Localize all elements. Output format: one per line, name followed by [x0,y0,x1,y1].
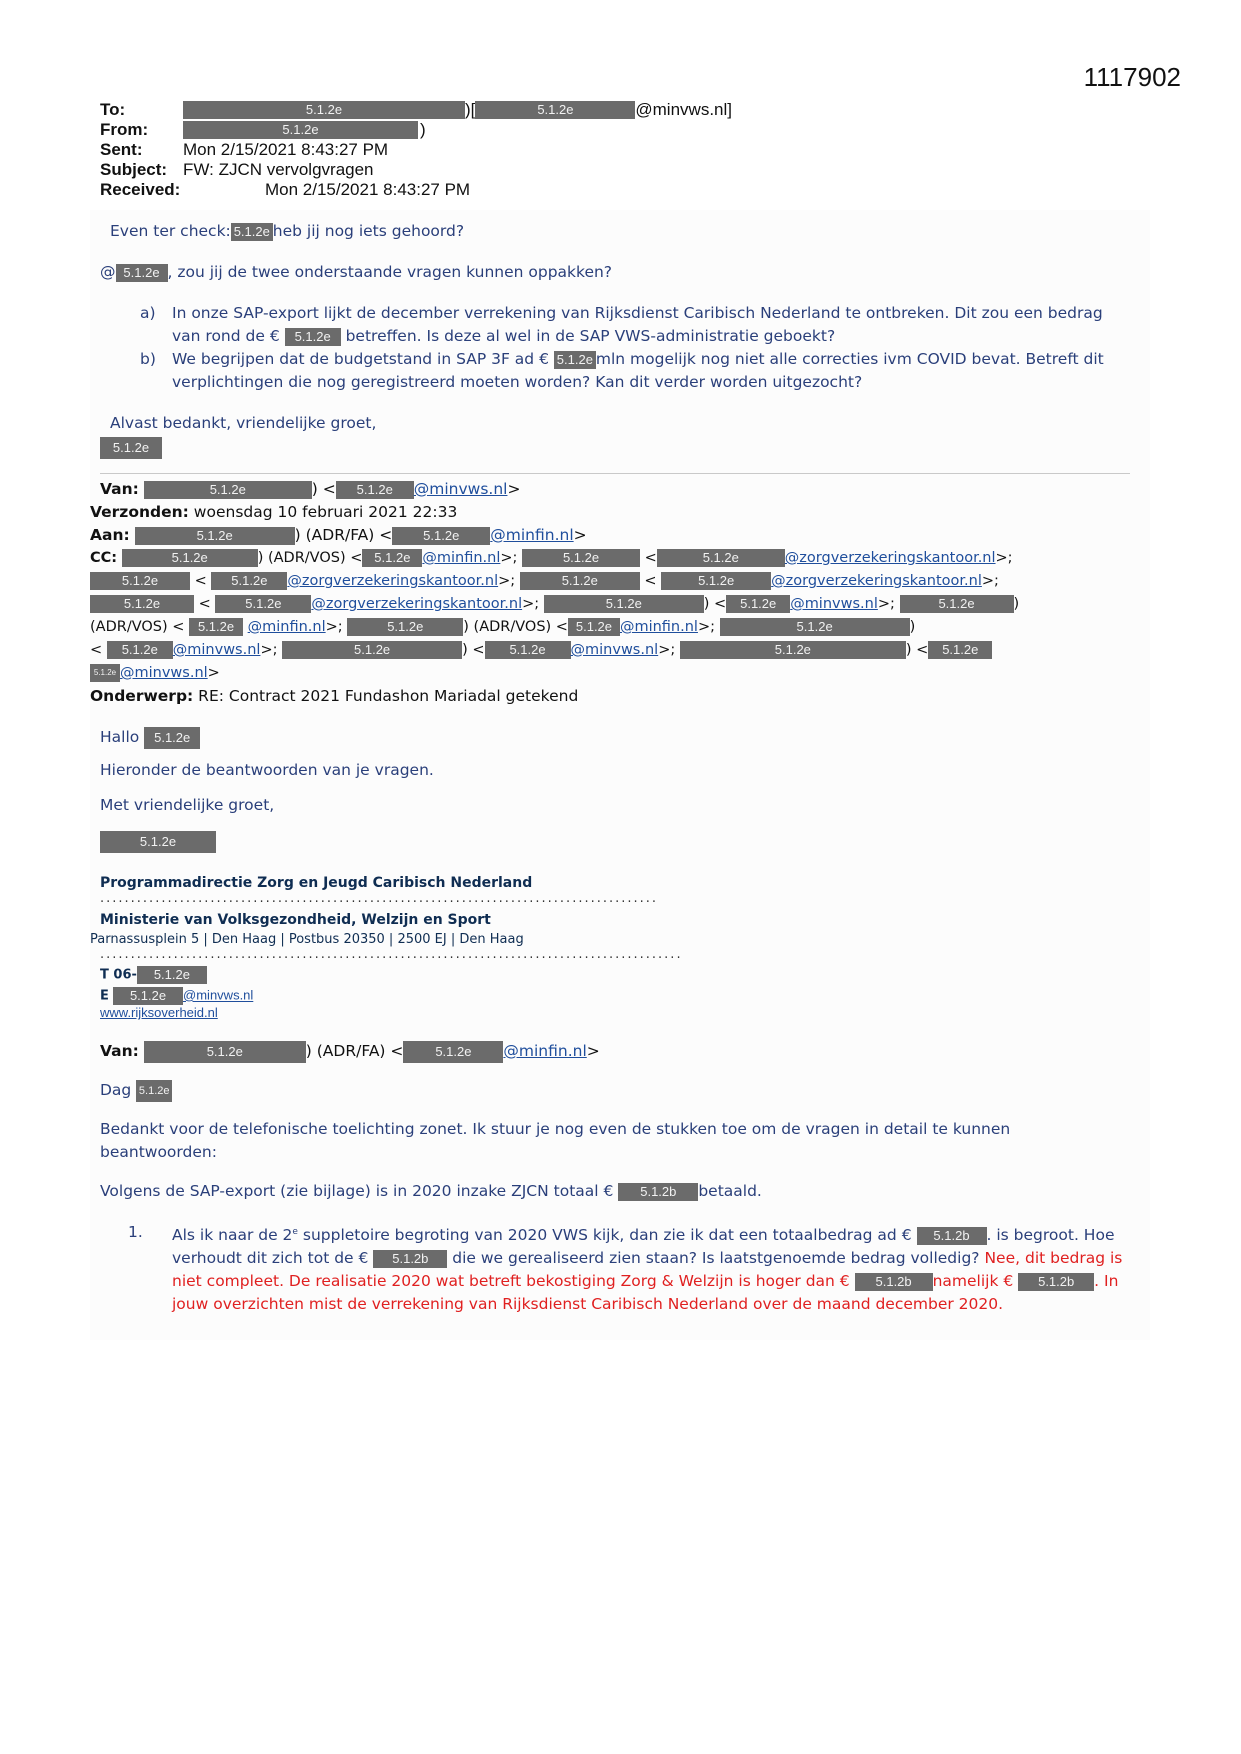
text: heb jij nog iets gehoord? [272,222,465,240]
text: ) < [905,642,929,658]
text: beantwoorden: [100,1143,217,1161]
text: < [644,550,657,566]
label: Van: [100,1042,139,1060]
text: (ADR/VOS) < [90,619,185,635]
text: < [90,642,103,658]
list-item [100,348,1150,394]
text: RE: Contract 2021 Fundashon Mariadal getekend [198,687,579,705]
cc-row [90,570,1150,593]
redaction: 5.1.2e [544,595,704,613]
list-item [100,1221,1150,1316]
spacer [100,1316,1150,1340]
text: >; [981,573,999,589]
text: verplichtingen die nog geregistreerd moeten worden? Kan dit verder worden uitgezocht? [172,373,863,391]
text: < [194,573,207,589]
answer-text: niet compleet. De realisatie 2020 wat betreft bekostiging Zorg & Welzijn is hoger dan € [172,1272,850,1291]
redaction: 5.1.2e [144,481,312,499]
address: Parnassusplein 5 | Den Haag | Postbus 20350 | 2500 EJ | Den Haag [90,932,524,947]
text: Dag [100,1081,132,1099]
text: betaald. [698,1182,762,1200]
divider: ........................................................................................... [100,891,659,906]
subject-value: FW: ZJCN vervolgvragen [183,160,374,179]
redaction: 5.1.2e [135,527,295,545]
label: T 06- [100,967,137,983]
redaction: 5.1.2b [917,1227,987,1245]
text: >; [697,619,715,635]
text: Als ik naar de 2 [172,1226,293,1245]
received-label: Received: [100,180,181,199]
onderwerp-row [90,685,1150,708]
redaction: 5.1.2e [720,618,910,636]
subject-row [100,160,732,180]
redaction: 5.1.2e [568,618,620,636]
text: die we gerealiseerd zien staan? Is laatstgenoemde bedrag volledig? [447,1249,980,1268]
redaction: 5.1.2e [100,831,216,853]
list-marker: 1. [128,1223,143,1241]
redaction: 5.1.2e [336,481,414,499]
email-link[interactable]: @zorgverzekeringskantoor.nl [771,573,982,589]
email-link[interactable]: @minfin.nl [422,550,501,566]
text: Hallo [100,728,140,746]
cc-row [90,593,1150,616]
text: >; [498,573,516,589]
email-link[interactable]: @zorgverzekeringskantoor.nl [287,573,499,589]
text: , zou jij de twee onderstaande vragen kunnen oppakken? [167,263,613,281]
email-link[interactable]: @minfin.nl [490,526,574,544]
text: Volgens de SAP-export (zie bijlage) is in 2020 inzake ZJCN totaal € [100,1182,614,1200]
text: van rond de € [172,327,280,345]
redaction: 5.1.2b [618,1183,698,1201]
list-marker: b) [140,350,156,368]
aan-row [90,524,1150,547]
redaction: 5.1.2e [144,727,200,749]
text: ) (ADR/FA) < [294,526,393,544]
redaction: 5.1.2e [362,549,422,567]
label: CC: [90,550,118,566]
text: ) (ADR/VOS) < [463,619,568,635]
to-domain: @minvws.nl] [635,100,732,119]
separator [100,473,1130,474]
paragraph [100,1180,1150,1203]
sent-label: Sent: [100,140,143,159]
email-line [100,987,1150,1005]
van-row [100,1040,1150,1063]
answer-intro: Hieronder de beantwoorden van je vragen. [100,761,434,779]
document-id: 1117902 [1083,62,1181,92]
request-line [100,261,1150,284]
message-3 [90,1040,1150,1340]
redaction: 5.1.2e [403,1041,503,1063]
cc-row [90,662,1150,685]
redaction: 5.1.2e [285,328,341,346]
redaction: 5.1.2e [520,572,640,590]
check-line [110,220,1150,243]
email-link[interactable]: @zorgverzekeringskantoor.nl [784,550,996,566]
answer-text: jouw overzichten mist de verrekening van Rijksdienst Caribisch Nederland over de maand december 2020. [172,1295,1004,1314]
to-row [100,100,732,120]
verzonden-row [90,501,1150,524]
email-link[interactable]: @minvws.nl [120,665,208,681]
email-header [100,100,732,200]
text: > [507,480,521,498]
text: >; [995,550,1013,566]
redaction: 5.1.2e [116,264,168,282]
website-link[interactable]: www.rijksoverheid.nl [100,1005,218,1020]
email-link[interactable]: @zorgverzekeringskantoor.nl [311,596,523,612]
redaction: 5.1.2e [680,641,906,659]
greeting: Met vriendelijke groet, [100,796,275,814]
redaction: 5.1.2e [183,101,465,119]
text: ) (ADR/FA) < [305,1042,404,1060]
redaction: 5.1.2e [726,595,790,613]
email-link[interactable]: @minvws.nl [790,596,878,612]
forward-header-2 [90,501,1150,708]
redaction: 5.1.2e [475,101,635,119]
redaction: 5.1.2e [211,572,287,590]
text: < [198,596,211,612]
signature [100,437,1150,459]
redaction: 5.1.2b [1018,1273,1094,1291]
text: < [644,573,657,589]
redaction: 5.1.2e [657,549,785,567]
sent-value: Mon 2/15/2021 8:43:27 PM [183,140,389,159]
received-value: Mon 2/15/2021 8:43:27 PM [265,180,471,199]
phone-line [100,966,1150,984]
sent-row [100,140,732,160]
text: ) [909,619,916,635]
redaction: 5.1.2e [215,595,311,613]
label: Verzonden: [90,503,189,521]
redaction: 5.1.2e [90,664,120,682]
cc-row [90,639,1150,662]
text: ) < [703,596,727,612]
list-marker: a) [140,304,156,322]
label: Van: [100,480,139,498]
redaction: 5.1.2e [522,549,640,567]
list-item [100,302,1150,348]
question-list [100,1221,1150,1316]
cc-row [90,547,1150,570]
text: > [573,526,587,544]
redaction: 5.1.2e [347,618,463,636]
website-line [100,1005,1150,1020]
redaction: 5.1.2b [373,1250,447,1268]
text: >; [325,619,343,635]
text: suppletoire begroting van 2020 VWS kijk, dan zie ik dat een totaalbedrag ad € [297,1226,912,1245]
divider: ............................................................................................... [100,947,683,962]
redaction: 5.1.2e [100,437,162,459]
text: > [207,665,220,681]
text: ) [1013,596,1020,612]
ministry-name: Ministerie van Volksgezondheid, Welzijn en Sport [100,912,491,928]
answer-text: Nee, dit bedrag is [979,1249,1123,1268]
cc-row [90,616,1150,639]
text: > [586,1042,600,1060]
dag-line [100,1079,1150,1102]
text: In onze SAP-export lijkt de december verrekening van Rijksdienst Caribisch Nederland te ontbreken. Dit zou een bedrag [172,304,1103,322]
redaction: 5.1.2e [554,351,596,369]
redaction: 5.1.2e [189,618,243,636]
text: >; [658,642,676,658]
superscript: e [292,1227,298,1237]
redaction: 5.1.2e [144,1041,306,1063]
text: ) < [311,480,336,498]
from-row [100,120,732,140]
hallo-line [100,726,1150,749]
text: Even ter check: [110,222,231,240]
text: We begrijpen dat de budgetstand in SAP 3F ad € [172,350,549,368]
text: >; [500,550,518,566]
label: Aan: [90,526,130,544]
to-label: To: [100,100,126,119]
redaction: 5.1.2e [136,1080,172,1102]
answer-text: namelijk € [932,1272,1014,1291]
redaction: 5.1.2e [231,223,273,241]
email-link[interactable]: @minfin.nl [503,1042,587,1060]
text: >; [877,596,895,612]
email-link[interactable]: @minfin.nl [619,619,698,635]
redaction: 5.1.2e [928,641,992,659]
to-separator: )[ [465,100,476,119]
message-2 [90,726,1150,1020]
message-1 [90,220,1150,459]
text: @ [100,263,116,281]
redaction: 5.1.2e [113,987,183,1005]
from-end: ) [420,120,426,139]
org-name: Programmadirectie Zorg en Jeugd Caribisch Nederland [100,875,533,891]
van-row [100,478,1150,501]
redaction: 5.1.2e [90,572,190,590]
email-link[interactable]: @minvws.nl [183,987,254,1003]
text: >; [522,596,540,612]
text: verhoudt dit zich tot de € [172,1249,369,1268]
label: Onderwerp: [90,687,194,705]
redaction: 5.1.2e [282,641,462,659]
signature [100,831,1150,853]
paragraph [100,1118,1150,1164]
email-link[interactable]: @minfin.nl [247,619,326,635]
text: ) (ADR/VOS) < [257,550,363,566]
redaction: 5.1.2e [485,641,571,659]
redaction: 5.1.2e [183,121,418,139]
text: woensdag 10 februari 2021 22:33 [193,503,458,521]
email-link[interactable]: @minvws.nl [570,642,659,658]
redaction: 5.1.2e [90,595,194,613]
received-row [100,180,732,200]
redaction: 5.1.2e [122,549,258,567]
redaction: 5.1.2e [137,966,207,984]
redaction: 5.1.2e [392,527,490,545]
redaction: 5.1.2e [661,572,771,590]
email-link[interactable]: @minvws.nl [172,642,261,658]
text: >; [260,642,278,658]
email-link[interactable]: @minvws.nl [413,480,508,498]
email-body [90,210,1150,1340]
answer-text: . In [1094,1272,1119,1291]
forward-header [90,478,1150,501]
thanks-line: Alvast bedankt, vriendelijke groet, [110,414,377,432]
text: ) < [462,642,485,658]
text: mln mogelijk nog niet alle correcties ivm COVID bevat. Betreft dit [595,350,1104,368]
redaction: 5.1.2e [900,595,1014,613]
text: . is begroot. Hoe [986,1226,1115,1245]
redaction: 5.1.2b [855,1273,933,1291]
redaction: 5.1.2e [107,641,173,659]
text: Bedankt voor de telefonische toelichting zonet. Ik stuur je nog even de stukken toe om de vragen in detail te kunnen [100,1120,1011,1138]
text: betreffen. Is deze al wel in de SAP VWS-administratie geboekt? [345,327,836,345]
subject-label: Subject: [100,160,168,179]
label: E [100,988,109,1004]
question-list [100,302,1150,394]
from-label: From: [100,120,149,139]
